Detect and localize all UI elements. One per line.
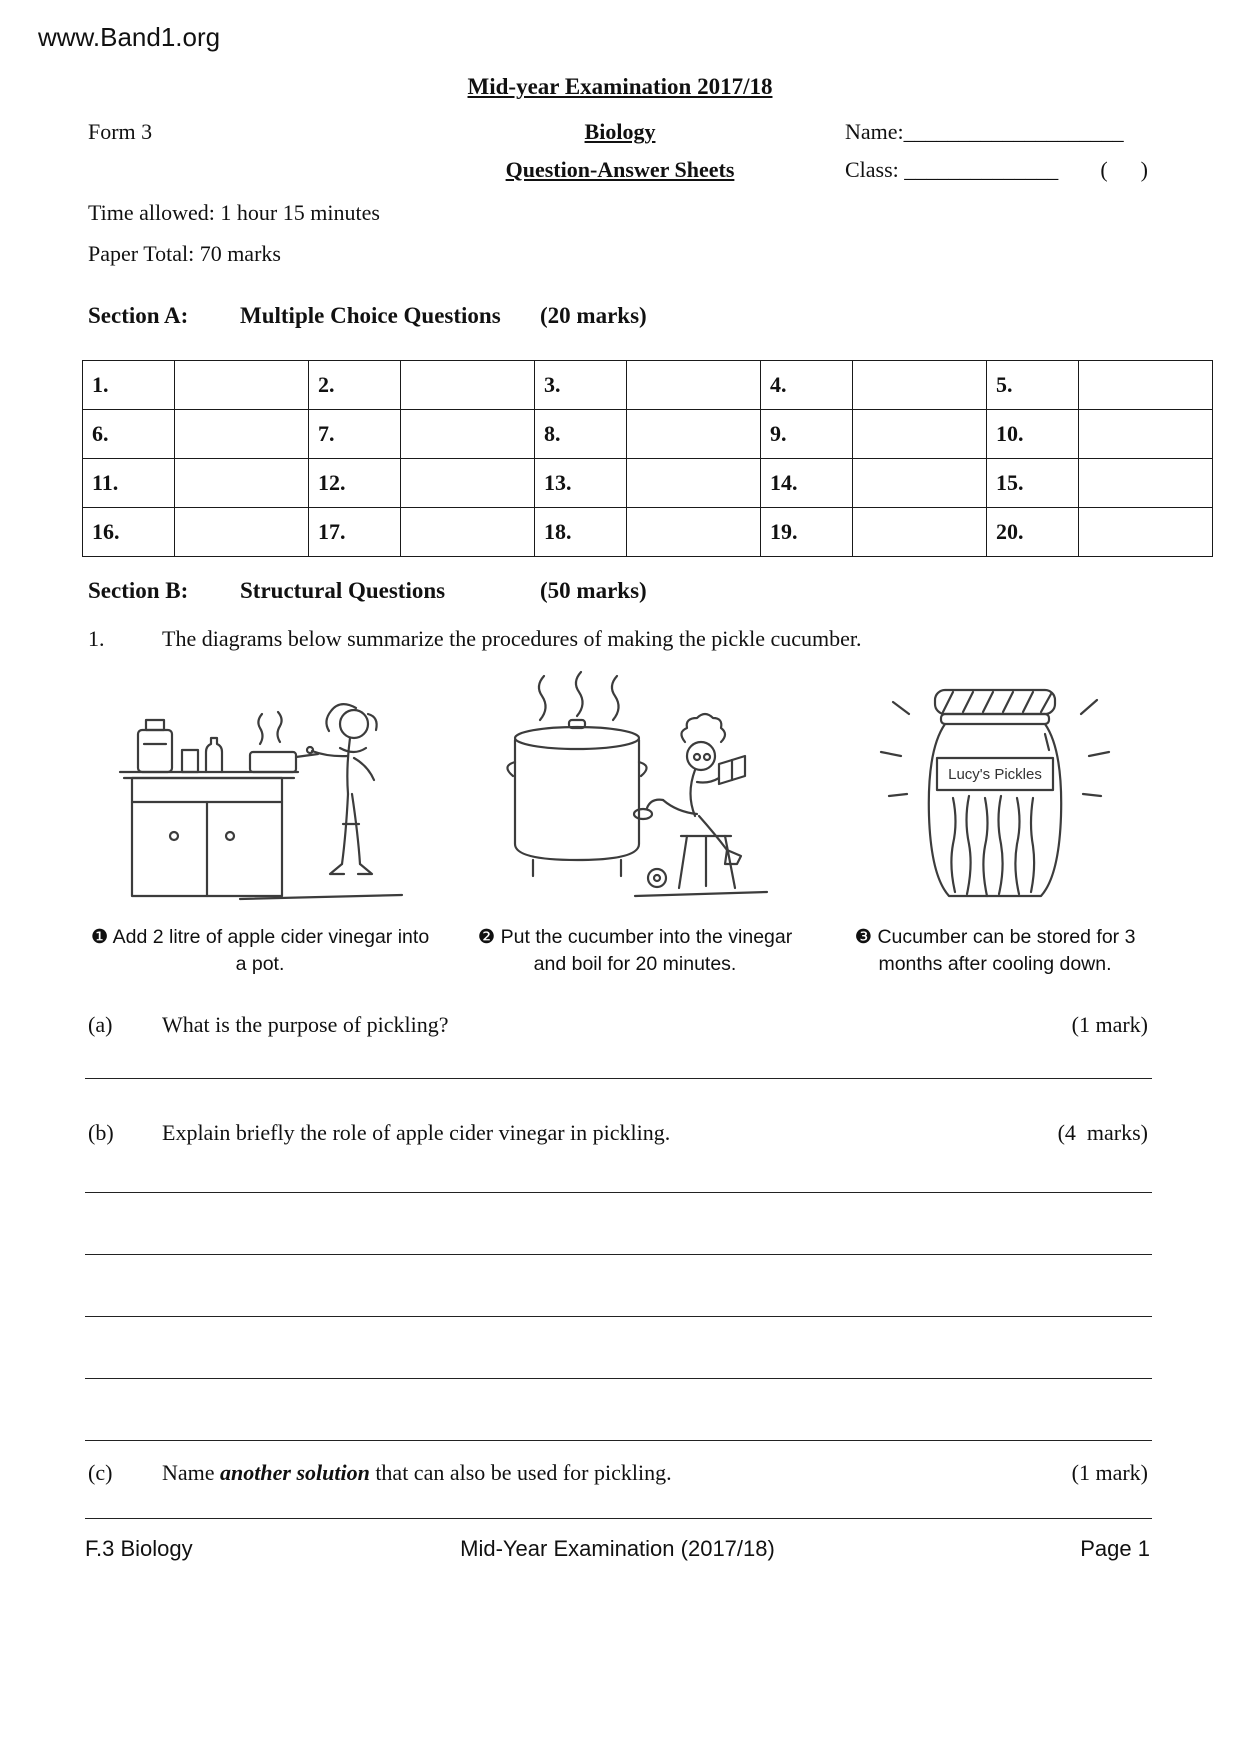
mc-number-cell: 1. (83, 361, 175, 410)
step-2-caption: ❷ Put the cucumber into the vinegar and boil for 20 minutes. (477, 926, 793, 976)
sheet-type: Question-Answer Sheets (505, 157, 735, 182)
mc-number-cell: 15. (987, 459, 1079, 508)
question-1c-text-emphasis: another solution (220, 1460, 370, 1485)
question-1-number: 1. (88, 626, 105, 651)
form-level: Form 3 (88, 119, 153, 144)
answer-line (85, 1518, 1152, 1519)
section-a-marks: (20 marks) (540, 303, 647, 328)
question-1c-text (162, 1460, 672, 1486)
question-1c (88, 1460, 1148, 1486)
section-b-marks: (50 marks) (540, 578, 647, 603)
footer-page-number: Page 1 (1080, 1536, 1150, 1561)
section-b-label: Section B: (88, 578, 189, 603)
section-b-heading (88, 578, 647, 604)
mc-grid-row (83, 410, 1213, 459)
mc-answer-cell (1079, 459, 1213, 508)
mc-number-cell: 20. (987, 508, 1079, 557)
mc-answer-cell (401, 361, 535, 410)
question-1-text: The diagrams below summarize the procedures of making the pickle cucumber. (162, 626, 862, 651)
answer-line (85, 1440, 1152, 1441)
mc-answer-cell (853, 361, 987, 410)
mc-answer-cell (627, 361, 761, 410)
mc-answer-cell (401, 459, 535, 508)
step-2-art (485, 662, 785, 914)
mc-number-cell: 12. (309, 459, 401, 508)
exam-title: Mid-year Examination 2017/18 (467, 74, 773, 99)
mc-number-cell: 10. (987, 410, 1079, 459)
step-2-figure (465, 662, 805, 979)
page-footer (85, 1536, 1150, 1562)
mc-number-cell: 17. (309, 508, 401, 557)
subject-title: Biology (584, 119, 656, 144)
mc-answer-grid (82, 360, 1213, 557)
mc-number-cell: 13. (535, 459, 627, 508)
answer-line (85, 1316, 1152, 1317)
mc-grid-row (83, 508, 1213, 557)
section-b-title: Structural Questions (240, 578, 446, 603)
class-line: Class: ______________ (845, 157, 1059, 182)
mc-answer-cell (1079, 508, 1213, 557)
section-a-heading (88, 303, 647, 329)
mc-grid-row (83, 459, 1213, 508)
mc-number-cell: 7. (309, 410, 401, 459)
mc-number-cell: 6. (83, 410, 175, 459)
step-1-figure (85, 662, 435, 979)
mc-answer-cell (853, 410, 987, 459)
step-3-art (865, 662, 1125, 914)
step-1-caption: ❶ Add 2 litre of apple cider vinegar into a pot. (90, 926, 430, 976)
mc-number-cell: 2. (309, 361, 401, 410)
illustration-pickle-jar (865, 664, 1125, 914)
mc-number-cell: 16. (83, 508, 175, 557)
mc-answer-cell (401, 508, 535, 557)
site-url: www.Band1.org (38, 22, 221, 52)
question-1b (88, 1120, 1148, 1146)
mc-answer-cell (627, 459, 761, 508)
mc-answer-cell (853, 459, 987, 508)
class-field (845, 157, 1148, 183)
mc-answer-cell (175, 508, 309, 557)
mc-answer-cell (853, 508, 987, 557)
question-1c-text-pre: Name (162, 1460, 221, 1485)
paper-total: Paper Total: 70 marks (88, 241, 281, 266)
question-1a-label: (a) (88, 1012, 113, 1037)
mc-answer-cell (1079, 361, 1213, 410)
mc-number-cell: 14. (761, 459, 853, 508)
mc-grid-row (83, 361, 1213, 410)
step-3-caption: ❸ Cucumber can be stored for 3 months after cooling down. (854, 926, 1136, 976)
name-field: Name:____________________ (845, 119, 1124, 144)
mc-number-cell: 9. (761, 410, 853, 459)
question-1a (88, 1012, 1148, 1038)
footer-course: F.3 Biology (85, 1536, 193, 1561)
mc-number-cell: 8. (535, 410, 627, 459)
mc-answer-cell (1079, 410, 1213, 459)
mc-answer-cell (627, 410, 761, 459)
footer-exam-title: Mid-Year Examination (2017/18) (460, 1536, 775, 1561)
mc-number-cell: 5. (987, 361, 1079, 410)
question-1 (88, 626, 1148, 652)
answer-line (85, 1078, 1152, 1079)
mc-number-cell: 3. (535, 361, 627, 410)
jar-label-text: Lucy's Pickles (948, 766, 1042, 783)
mc-answer-cell (175, 459, 309, 508)
illustration-add-vinegar (110, 664, 410, 914)
section-a-label: Section A: (88, 303, 189, 328)
mc-answer-cell (175, 361, 309, 410)
question-1b-text: Explain briefly the role of apple cider vinegar in pickling. (162, 1120, 671, 1145)
mc-number-cell: 18. (535, 508, 627, 557)
illustration-boil-cucumber (485, 664, 785, 914)
mc-answer-cell (627, 508, 761, 557)
procedure-diagrams (85, 662, 1155, 979)
time-allowed: Time allowed: 1 hour 15 minutes (88, 200, 380, 225)
question-1a-text: What is the purpose of pickling? (162, 1012, 449, 1037)
question-1c-marks: (1 mark) (1071, 1460, 1148, 1485)
mc-number-cell: 4. (761, 361, 853, 410)
mc-number-cell: 19. (761, 508, 853, 557)
question-1c-text-post: that can also be used for pickling. (369, 1460, 672, 1485)
mc-number-cell: 11. (83, 459, 175, 508)
step-3-figure (835, 662, 1155, 979)
question-1b-marks: (4 marks) (1057, 1120, 1148, 1145)
class-parentheses: ( ) (1100, 157, 1148, 182)
question-1c-label: (c) (88, 1460, 113, 1485)
question-1a-marks: (1 mark) (1071, 1012, 1148, 1037)
mc-answer-cell (175, 410, 309, 459)
answer-line (85, 1254, 1152, 1255)
section-a-title: Multiple Choice Questions (240, 303, 501, 328)
answer-line (85, 1378, 1152, 1379)
step-1-art (110, 662, 410, 914)
mc-answer-cell (401, 410, 535, 459)
question-1b-label: (b) (88, 1120, 114, 1145)
answer-line (85, 1192, 1152, 1193)
